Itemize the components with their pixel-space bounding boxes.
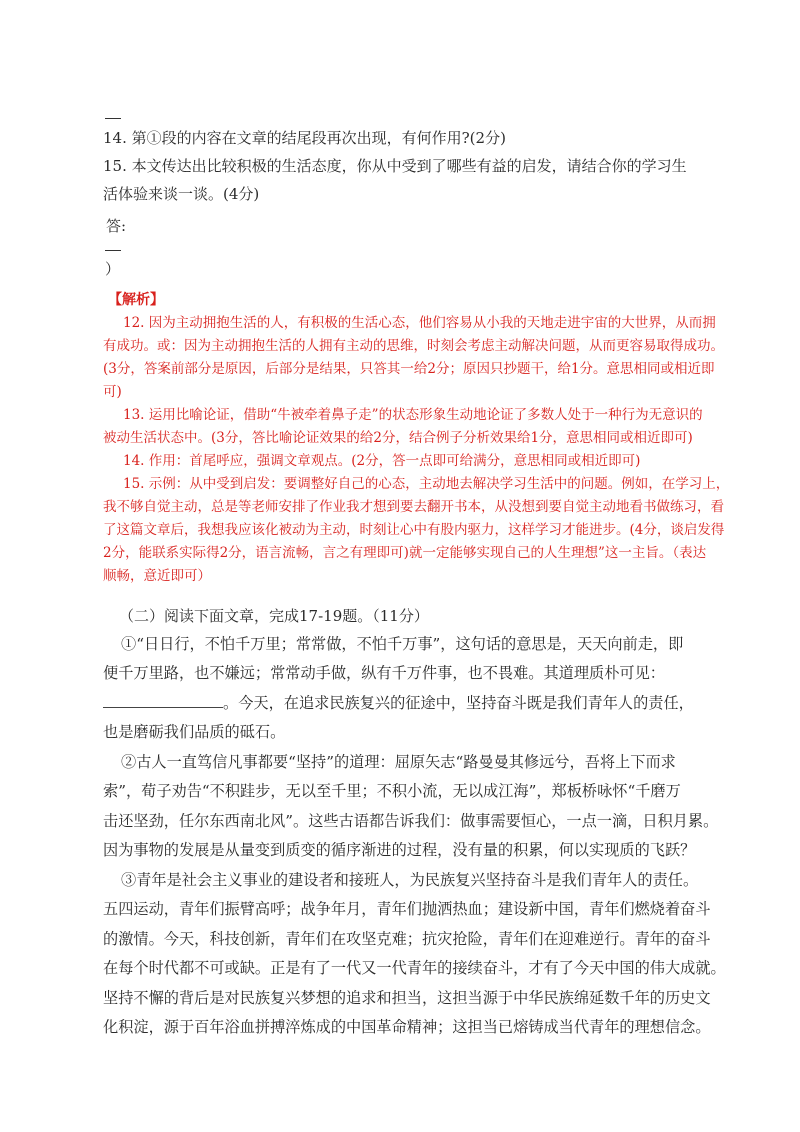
analysis-line: 顺畅，意近即可） <box>103 568 211 584</box>
analysis-block <box>103 312 730 588</box>
analysis-line: 可) <box>103 384 122 400</box>
question-14: 14. 第①段的内容在文章的结尾段再次出现，有何作用?(2分) <box>103 129 506 147</box>
analysis-line: 15. 示例：从中受到启发：要调整好自己的心态，主动地去解决学习生活中的问题。例如，在学习上， <box>123 476 730 492</box>
analysis-line: 了这篇文章后，我想我应该化被动为主动，时刻让心中有股内驱力，这样学习才能进步。(4分，谈启发得 <box>103 522 725 538</box>
analysis-line: 有成功。或：因为主动拥抱生活的人拥有主动的思维，时刻会考虑主动解决问题，从而更容易取得成功。 <box>103 338 724 354</box>
answer-line-mark <box>105 118 121 119</box>
section-header: （二）阅读下面文章，完成17-19题。（11分） <box>119 607 429 625</box>
analysis-line: 被动生活状态中。(3分，答比喻论证效果的给2分，结合例子分析效果给1分，意思相同或相近即可) <box>103 430 693 446</box>
question-15: 15. 本文传达出比较积极的生活态度，你从中受到了哪些有益的启发，请结合你的学习生 活体验来谈一谈。(4分) <box>103 157 687 203</box>
analysis-line: 我不够自觉主动，总是等老师安排了作业我才想到要去翻开书本，从没想到要自觉主动地看书做练习，看 <box>103 499 724 515</box>
answer-label: 答: <box>106 217 127 235</box>
closing-paren: ） <box>105 260 121 278</box>
analysis-line: 2分，能联系实际得2分，语言流畅，言之有理即可)就一定能够实现自己的人生理想”这一主旨。（表达 <box>103 545 707 561</box>
analysis-tag: 【解析】 <box>108 292 164 308</box>
analysis-line: (3分，答案前部分是原因，后部分是结果，只答其一给2分；原因只抄题干，给1分。意思相同或相近即 <box>103 361 715 377</box>
answer-line-mark-2 <box>105 250 121 251</box>
analysis-line: 12. 因为主动拥抱生活的人，有积极的生活心态，他们容易从小我的天地走进宇宙的大世界，从而拥 <box>123 315 716 331</box>
analysis-line: 13. 运用比喻论证，借助“牛被牵着鼻子走”的状态形象生动地论证了多数人处于一种行为无意识的 <box>123 407 703 423</box>
fill-in-blank <box>103 693 223 708</box>
analysis-line: 14. 作用：首尾呼应，强调文章观点。(2分，答一点即可给满分，意思相同或相近即可) <box>123 453 641 469</box>
passage-paragraph-3: ③青年是社会主义事业的建设者和接班人，为民族复兴坚持奋斗是我们青年人的责任。 五四运动，青年们振臂高呼；战争年月，青年们抛洒热血；建设新中国，青年们燃烧着奋斗 的激情。今天，科技创新，青年们在攻坚克难；抗灾抢险，青年们在迎难逆行。青年的奋斗 在每个时代都不可或缺。正是有了一代又一代青年的接续奋斗，才有了今天中国的伟大成就。 坚持不懈的背后是对民族复兴梦想的追求和担当，这担当源于中华民族绵延数千年的历史文 化积淀，源于百年浴血拼搏淬炼成的中国革命精神；这担当已熔铸成当代青年的理想信念。 <box>103 871 726 1037</box>
passage-paragraph-1: ①“日日行，不怕千万里；常常做，不怕千万事”，这句话的意思是，天天向前走，即 便千万里路，也不嫌远；常常动手做，纵有千万件事，也不畏难。其道理质朴可见： 。今天，在追求民族复兴的征途中，坚持奋斗既是我们青年人的责任， 也是磨砺我们品质的砥石。 <box>103 635 694 742</box>
passage-paragraph-2: ②古人一直笃信凡事都要“坚持”的道理：屈原矢志“路曼曼其修远兮，吾将上下而求 索”，荀子劝告“不积跬步，无以至千里；不积小流，无以成江海”，郑板桥咏怀“千磨万 击还坚劲，任尔东西南北风”。这些古语都告诉我们：做事需要恒心，一点一滴，日积月累。 因为事物的发展是从量变到质变的循序渐进的过程，没有量的积累，何以实现质的飞跃？ <box>103 753 719 860</box>
